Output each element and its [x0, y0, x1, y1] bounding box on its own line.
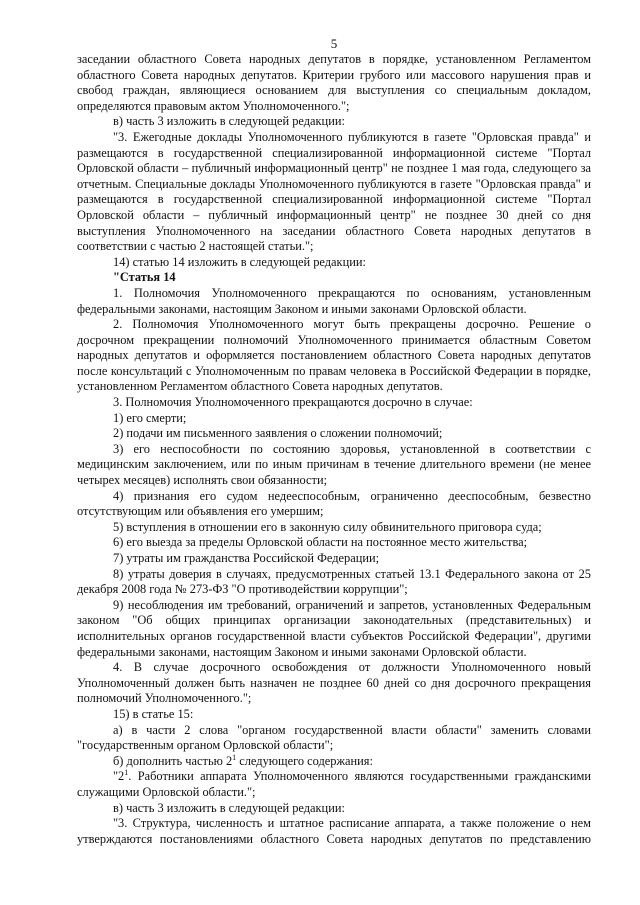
paragraph-text: б) дополнить частью 2	[113, 753, 233, 768]
paragraph: 14) статью 14 изложить в следующей редакции:	[113, 254, 366, 269]
list-item: 1) его смерти;	[113, 410, 187, 425]
list-item: 9) несоблюдения им требований, ограничений и запретов, установленных Федеральным законом "Об общих принципах организации законодательных (представительных) и исполнительных органов государственной власти субъектов Российской Федерации", другими федеральными законами, настоящим Законом и иными законами Орловской области.	[77, 597, 591, 659]
list-item: 3) его неспособности по состоянию здоровья, установленной в соответствии с медицинским заключением, или по иным причинам в течение длительного времени (не менее четырех месяцев) исполнять свои обязанности;	[77, 441, 591, 488]
paragraph: 15) в статье 15:	[113, 706, 194, 721]
paragraph: заседании областного Совета народных депутатов в порядке, установленном Регламентом областного Совета народных депутатов. Критерии грубого или массового нарушения прав и свобод граждан, являющиеся основанием для выступления со специальным докладом, определяются правовым актом Уполномоченного.";	[77, 52, 591, 113]
paragraph-text: "2	[113, 769, 125, 784]
list-item: 6) его выезда за пределы Орловской области на постоянное место жительства;	[113, 535, 528, 550]
paragraph-with-superscript	[77, 754, 591, 770]
superscript: 1	[232, 752, 237, 762]
superscript: 1	[124, 768, 129, 778]
list-item: 2) подачи им письменного заявления о сложении полномочий;	[113, 426, 443, 441]
paragraph: в) часть 3 изложить в следующей редакции:	[113, 114, 345, 129]
page-number: 5	[330, 36, 338, 51]
paragraph: "3. Ежегодные доклады Уполномоченного публикуются в газете "Орловская правда" и размещаются в государственной специализированной информационной системе "Портал Орловской области – публичный информационный центр" не позднее 1 мая года, следующего за отчетным. Специальные доклады Уполномоченного публикуются в газете "Орловская правда" и размещаются в государственной специализированной информационной системе "Портал Орловской области – публичный информационный центр" не позднее 30 дней со дня выступления Уполномоченного на заседании областного Совета народных депутатов в соответствии с частью 2 настоящей статьи.";	[77, 129, 591, 254]
list-item: 7) утраты им гражданства Российской Федерации;	[113, 551, 380, 565]
article-heading: "Статья 14	[113, 270, 176, 285]
paragraph: 3. Полномочия Уполномоченного прекращаются досрочно в случае:	[113, 395, 473, 410]
paragraph: в) часть 3 изложить в следующей редакции:	[113, 800, 345, 815]
document-body	[77, 52, 591, 847]
list-item: 4) признания его судом недееспособным, ограниченно дееспособным, безвестно отсутствующим или объявления его умершим;	[77, 488, 591, 519]
paragraph: 4. В случае досрочного освобождения от должности Уполномоченного новый Уполномоченный должен быть назначен не позднее 60 дней со дня досрочного прекращения полномочий Уполномоченного.";	[77, 660, 591, 706]
paragraph-text: следующего содержания:	[236, 753, 373, 768]
paragraph: 1. Полномочия Уполномоченного прекращаются по основаниям, установленным федеральными законами, настоящим Законом и иными законами Орловской области.	[77, 285, 591, 316]
paragraph: 2. Полномочия Уполномоченного могут быть прекращены досрочно. Решение о досрочном прекращении полномочий Уполномоченного принимается областным Советом народных депутатов и оформляется постановлением областного Совета народных депутатов после консультаций с Уполномоченным по правам человека в Российской Федерации в порядке, установленном Регламентом областного Совета народных депутатов.	[77, 317, 591, 394]
list-item: 8) утраты доверия в случаях, предусмотренных статьей 13.1 Федерального закона от 25 декабря 2008 года № 273-ФЗ "О противодействии коррупции";	[77, 566, 591, 597]
paragraph-with-superscript	[77, 769, 591, 800]
paragraph: а) в части 2 слова "органом государственной власти области" заменить словами "государственным органом Орловской области";	[77, 722, 591, 753]
list-item: 5) вступления в отношении его в законную силу обвинительного приговора суда;	[113, 519, 542, 534]
paragraph: "3. Структура, численность и штатное расписание аппарата, а также положение о нем утверждаются постановлениями областного Совета народных депутатов по представлению	[77, 816, 591, 846]
paragraph-text: . Работники аппарата Уполномоченного являются государственными гражданскими служащими Орловской области.";	[77, 769, 591, 799]
